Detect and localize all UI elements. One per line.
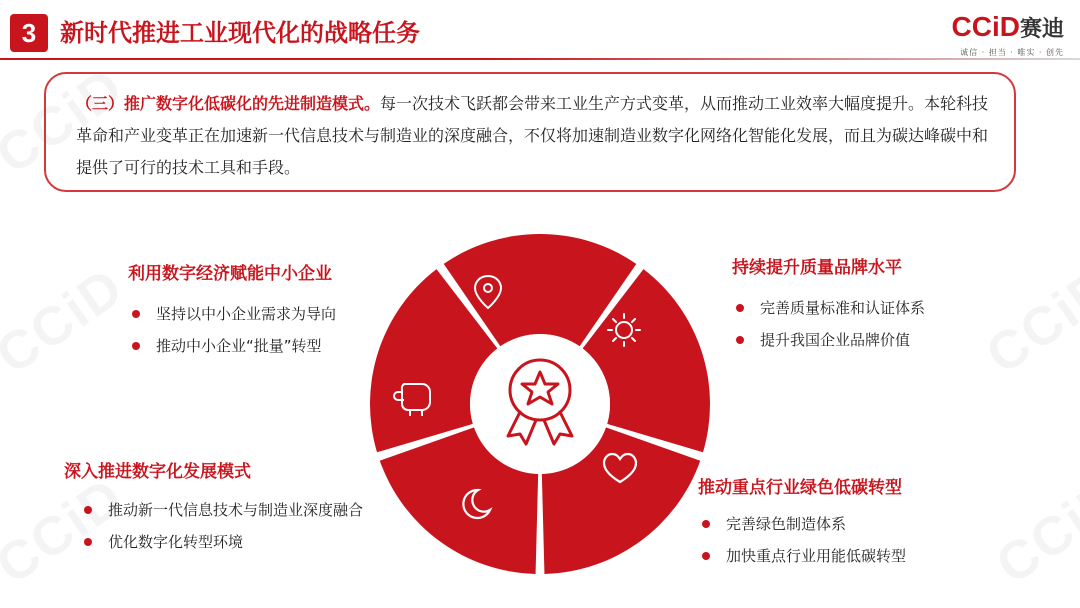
list-item [732,292,925,324]
bullet-list [698,508,906,572]
page-header [0,0,1080,64]
group-title: 持续提升质量品牌水平 [732,258,902,278]
intro-box [44,72,1016,192]
intro-lead: （三）推广数字化低碳化的先进制造模式。 [76,94,381,113]
group-bottom-right [698,476,906,572]
list-item-text: 提升我国企业品牌价值 [760,331,911,349]
bullet-dot-icon [736,304,744,312]
list-item [732,324,925,356]
bullet-dot-icon [132,342,140,350]
page-title: 新时代推进工业现代化的战略任务 [60,19,420,47]
group-title: 推动重点行业绿色低碳转型 [698,478,902,498]
strategy-ring-diagram [368,232,712,576]
bullet-dot-icon [702,520,710,528]
list-item-text: 优化数字化转型环境 [108,533,244,551]
bullet-dot-icon [84,506,92,514]
list-item [80,526,363,558]
logo-text: CCiD [951,11,1020,42]
list-item [128,298,336,330]
group-top-left [128,262,336,362]
header-divider [0,58,1080,60]
group-title: 利用数字经济赋能中小企业 [128,264,332,284]
watermark [975,255,1080,386]
bullet-list [128,298,336,362]
group-top-right [732,256,925,356]
logo-cn-text: 赛迪 [1019,17,1064,42]
bullet-dot-icon [84,538,92,546]
watermark [0,255,135,386]
list-item-text: 加快重点行业用能低碳转型 [726,547,907,565]
ccid-logo [924,12,1064,58]
bullet-dot-icon [736,336,744,344]
list-item [128,330,336,362]
watermark [985,465,1080,596]
intro-body: 每一次技术飞跃都会带来工业生产方式变革，从而推动工业效率大幅度提升。本轮科技革命和产业变革正在加速新一代信息技术与制造业的深度融合，不仅将加速制造业数字化网络化智能化发展，而且为碳达峰碳中和提供了可行的技术工具和手段。 [76,94,989,177]
list-item-text: 坚持以中小企业需求为导向 [156,305,337,323]
bullet-dot-icon [132,310,140,318]
logo-slogan: 诚信 · 担当 · 唯实 · 创先 [960,48,1064,57]
list-item [698,540,906,572]
list-item [698,508,906,540]
list-item-text: 完善绿色制造体系 [726,515,847,533]
bullet-dot-icon [702,552,710,560]
group-bottom-left [64,460,363,558]
section-number-badge: 3 [10,14,48,52]
bullet-list [732,292,925,356]
list-item-text: 推动中小企业“批量”转型 [156,337,322,355]
list-item-text: 推动新一代信息技术与制造业深度融合 [108,501,364,519]
ring-center [470,334,610,474]
group-title: 深入推进数字化发展模式 [64,462,251,482]
list-item [80,494,363,526]
bullet-list [80,494,363,558]
list-item-text: 完善质量标准和认证体系 [760,299,926,317]
